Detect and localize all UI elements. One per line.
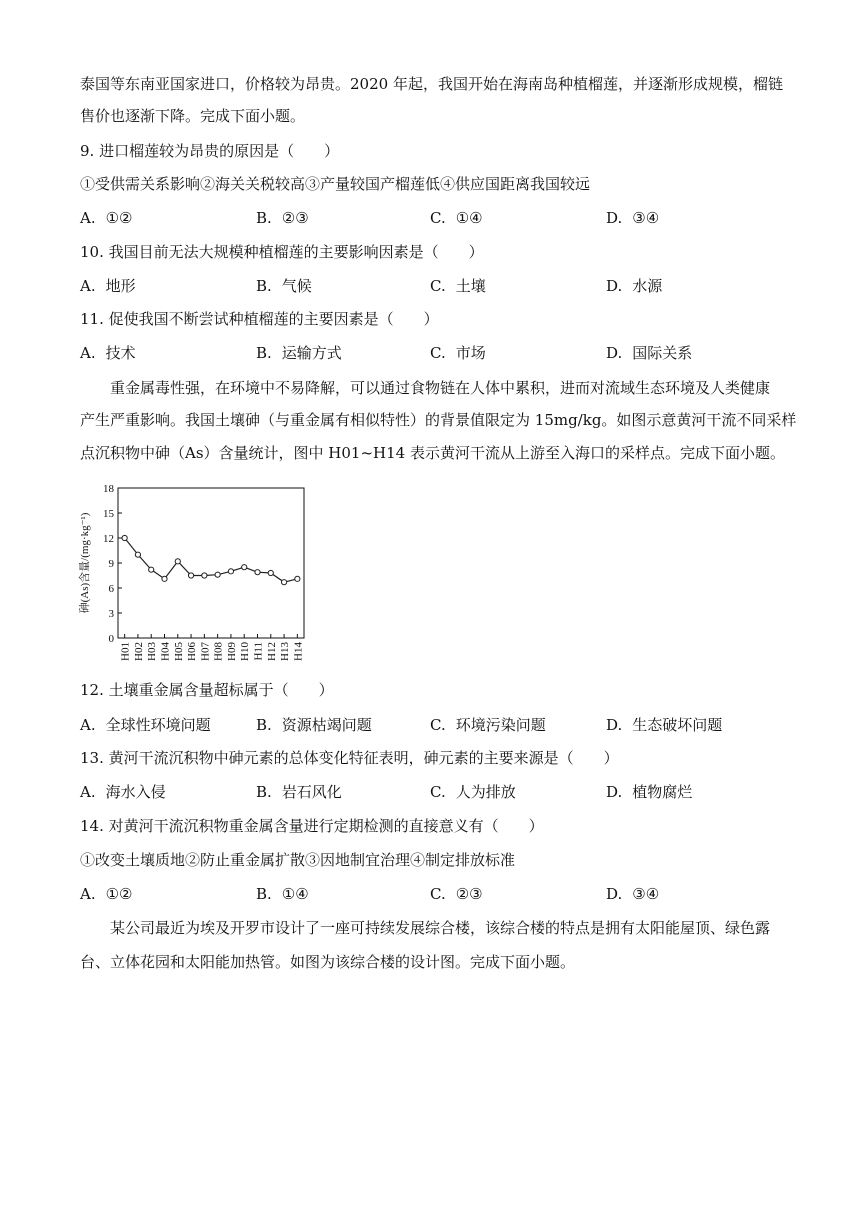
data-point bbox=[162, 576, 167, 581]
arsenic-content-chart bbox=[76, 478, 310, 678]
x-tick-label: H11 bbox=[252, 642, 265, 661]
intro-passage-2-line-1: 重金属毒性强，在环境中不易降解，可以通过食物链在人体中累积，进而对流域生态环境及人类健康 bbox=[110, 379, 771, 397]
x-tick-label: H12 bbox=[265, 642, 278, 661]
data-point bbox=[215, 572, 220, 577]
option-a[interactable]: A. 海水入侵 bbox=[80, 783, 166, 801]
x-tick-label: H07 bbox=[199, 642, 212, 661]
y-tick-label: 6 bbox=[108, 583, 114, 595]
option-c[interactable]: C. ②③ bbox=[430, 885, 483, 903]
y-tick-label: 3 bbox=[108, 608, 114, 620]
intro-passage-2-line-2: 产生严重影响。我国土壤砷（与重金属有相似特性）的背景值限定为 15mg/kg。如图示意黄河干流不同采样 bbox=[80, 411, 797, 429]
option-a[interactable]: A. 全球性环境问题 bbox=[80, 716, 211, 734]
x-tick-label: H02 bbox=[132, 642, 145, 661]
option-b[interactable]: B. 气候 bbox=[256, 277, 312, 295]
option-b[interactable]: B. 资源枯竭问题 bbox=[256, 716, 372, 734]
data-point bbox=[295, 576, 300, 581]
option-b[interactable]: B. 岩石风化 bbox=[256, 783, 342, 801]
x-tick-label: H13 bbox=[279, 642, 292, 661]
option-d[interactable]: D. ③④ bbox=[606, 885, 660, 903]
y-axis-label: 砷(As)含量/(mg·kg⁻¹) bbox=[79, 512, 91, 614]
data-point bbox=[202, 573, 207, 578]
y-tick-label: 15 bbox=[103, 508, 114, 520]
x-tick-label: H01 bbox=[119, 642, 132, 661]
option-a[interactable]: A. 地形 bbox=[80, 277, 136, 295]
question-14-options bbox=[80, 884, 780, 904]
option-d[interactable]: D. ③④ bbox=[606, 209, 660, 227]
option-b[interactable]: B. ①④ bbox=[256, 885, 309, 903]
option-d[interactable]: D. 生态破坏问题 bbox=[606, 716, 723, 734]
option-d[interactable]: D. 植物腐烂 bbox=[606, 783, 693, 801]
option-c[interactable]: C. 环境污染问题 bbox=[430, 716, 546, 734]
option-b[interactable]: B. ②③ bbox=[256, 209, 309, 227]
option-c[interactable]: C. ①④ bbox=[430, 209, 483, 227]
data-point bbox=[281, 580, 286, 585]
x-tick-label: H04 bbox=[159, 642, 172, 661]
question-13-stem: 13. 黄河干流沉积物中砷元素的总体变化特征表明，砷元素的主要来源是（ ） bbox=[80, 749, 619, 767]
question-9-statements: ①受供需关系影响②海关关税较高③产量较国产榴莲低④供应国距离我国较远 bbox=[80, 175, 591, 193]
intro-passage-2-line-3: 点沉积物中砷（As）含量统计，图中 H01~H14 表示黄河干流从上游至入海口的采样点。完成下面小题。 bbox=[80, 444, 785, 462]
intro-passage-3-line-1: 某公司最近为埃及开罗市设计了一座可持续发展综合楼，该综合楼的特点是拥有太阳能屋顶、绿色露 bbox=[110, 919, 771, 937]
question-11-options bbox=[80, 343, 780, 363]
question-9-options bbox=[80, 208, 780, 228]
data-point bbox=[188, 573, 193, 578]
arsenic-series bbox=[122, 535, 300, 584]
option-b[interactable]: B. 运输方式 bbox=[256, 344, 342, 362]
option-c[interactable]: C. 土壤 bbox=[430, 277, 486, 295]
question-9-stem: 9. 进口榴莲较为昂贵的原因是（ ） bbox=[80, 142, 340, 160]
x-tick-label: H09 bbox=[225, 642, 238, 661]
y-tick-label: 0 bbox=[108, 633, 114, 645]
intro-passage-1-line-2: 售价也逐渐下降。完成下面小题。 bbox=[80, 107, 306, 125]
option-d[interactable]: D. 国际关系 bbox=[606, 344, 693, 362]
option-d[interactable]: D. 水源 bbox=[606, 277, 663, 295]
question-13-options bbox=[80, 782, 780, 802]
intro-passage-1-line-1: 泰国等东南亚国家进口，价格较为昂贵。2020 年起，我国开始在海南岛种植榴莲，并逐渐形成规模，榴链 bbox=[80, 75, 783, 93]
question-10-options bbox=[80, 276, 780, 296]
x-tick-label: H05 bbox=[172, 642, 185, 661]
option-a[interactable]: A. ①② bbox=[80, 885, 133, 903]
y-axis-ticks bbox=[103, 483, 122, 645]
y-tick-label: 18 bbox=[103, 483, 114, 495]
x-tick-label: H03 bbox=[146, 642, 159, 661]
option-a[interactable]: A. ①② bbox=[80, 209, 133, 227]
data-point bbox=[242, 565, 247, 570]
question-14-statements: ①改变土壤质地②防止重金属扩散③因地制宜治理④制定排放标准 bbox=[80, 851, 516, 869]
question-11-stem: 11. 促使我国不断尝试种植榴莲的主要因素是（ ） bbox=[80, 310, 439, 328]
option-a[interactable]: A. 技术 bbox=[80, 344, 136, 362]
data-point bbox=[135, 552, 140, 557]
question-10-stem: 10. 我国目前无法大规模种植榴莲的主要影响因素是（ ） bbox=[80, 243, 484, 261]
x-tick-label: H06 bbox=[186, 642, 199, 661]
question-14-stem: 14. 对黄河干流沉积物重金属含量进行定期检测的直接意义有（ ） bbox=[80, 817, 544, 835]
x-tick-label: H14 bbox=[292, 642, 305, 661]
option-c[interactable]: C. 市场 bbox=[430, 344, 486, 362]
x-tick-label: H10 bbox=[239, 642, 252, 661]
question-12-stem: 12. 土壤重金属含量超标属于（ ） bbox=[80, 681, 334, 699]
question-12-options bbox=[80, 715, 780, 735]
intro-passage-3-line-2: 台、立体花园和太阳能加热管。如图为该综合楼的设计图。完成下面小题。 bbox=[80, 953, 576, 971]
data-point bbox=[175, 559, 180, 564]
y-tick-label: 12 bbox=[103, 533, 114, 545]
x-tick-label: H08 bbox=[212, 642, 225, 661]
data-point bbox=[149, 567, 154, 572]
data-point bbox=[255, 570, 260, 575]
data-point bbox=[228, 569, 233, 574]
option-c[interactable]: C. 人为排放 bbox=[430, 783, 516, 801]
data-point bbox=[268, 570, 273, 575]
y-tick-label: 9 bbox=[108, 558, 114, 570]
data-point bbox=[122, 535, 127, 540]
